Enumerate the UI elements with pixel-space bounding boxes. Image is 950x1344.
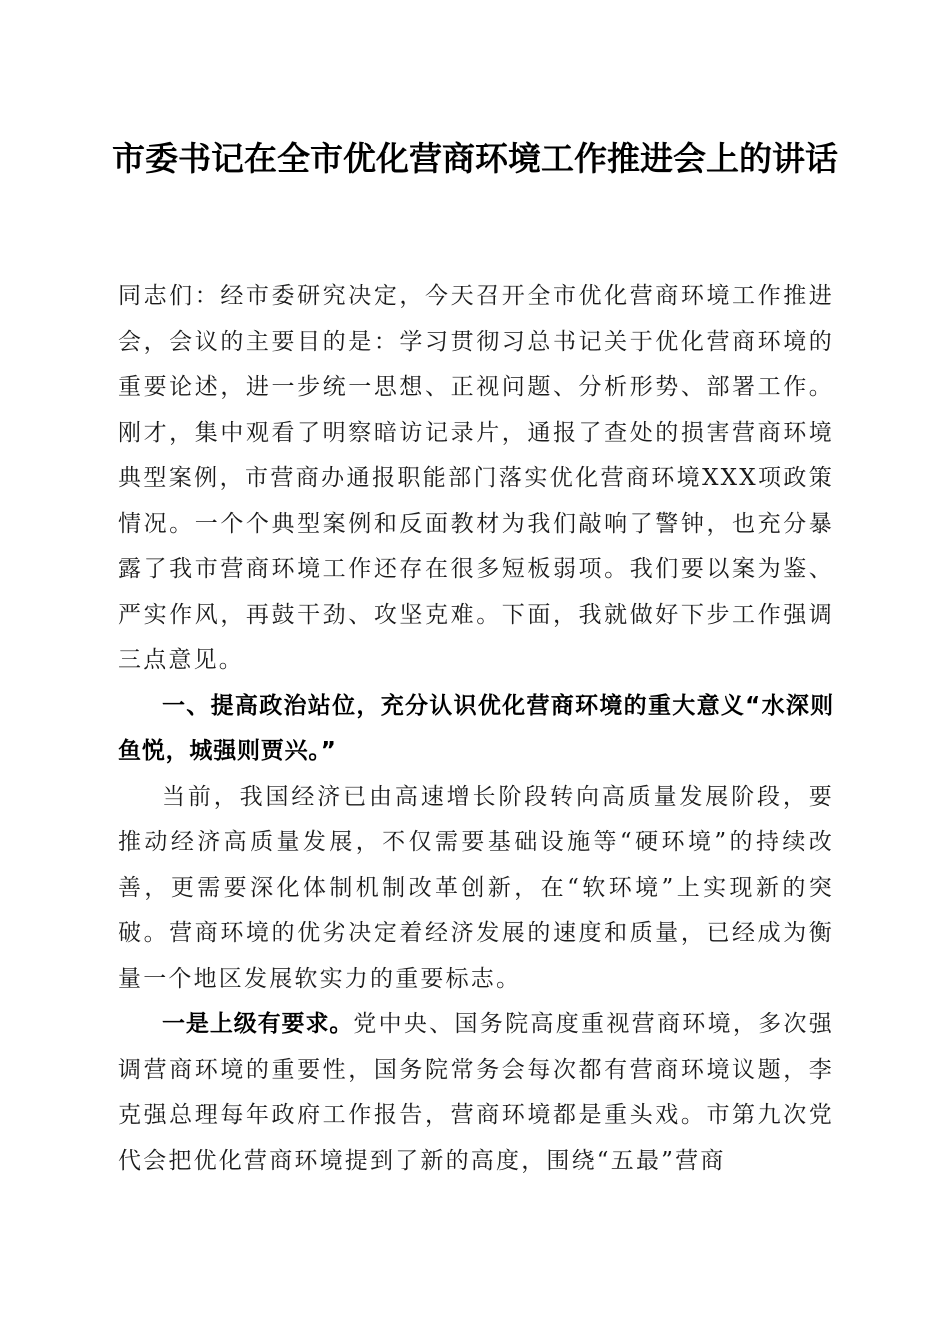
section-heading-1: 一、提高政治站位，充分认识优化营商环境的重大意义“水深则鱼悦，城强则贾兴。”	[118, 692, 834, 764]
paragraph-text: 党中央、国务院高度重视营商环境，多次强调营商环境的重要性，国务院常务会每次都有营商环境议题，李克强总理每年政府工作报告，营商环境都是重头戏。市第九次党代会把优化营商环境提到了新的高度，围绕“五最”营商	[118, 1011, 834, 1174]
document-title: 市委书记在全市优化营商环境工作推进会上的讲话	[112, 139, 838, 178]
paragraph-superior-requirements	[118, 1002, 834, 1184]
paragraph-opening: 同志们：经市委研究决定，今天召开全市优化营商环境工作推进会，会议的主要目的是：学习贯彻习总书记关于优化营商环境的重要论述，进一步统一思想、正视问题、分析形势、部署工作。刚才，集中观看了明察暗访记录片，通报了查处的损害营商环境典型案例，市营商办通报职能部门落实优化营商环境XXX项政策情况。一个个典型案例和反面教材为我们敲响了警钟，也充分暴露了我市营商环境工作还存在很多短板弱项。我们要以案为鉴、严实作风，再鼓干劲、攻坚克难。下面，我就做好下步工作强调三点意见。	[118, 283, 834, 673]
paragraph-current-situation: 当前，我国经济已由高速增长阶段转向高质量发展阶段，要推动经济高质量发展，不仅需要基础设施等“硬环境”的持续改善，更需要深化体制机制改革创新，在“软环境”上实现新的突破。营商环境的优劣决定着经济发展的速度和质量，已经成为衡量一个地区发展软实力的重要标志。	[118, 783, 834, 992]
document-body	[118, 274, 834, 1184]
paragraph-lead-phrase: 一是上级有要求。	[162, 1011, 354, 1037]
